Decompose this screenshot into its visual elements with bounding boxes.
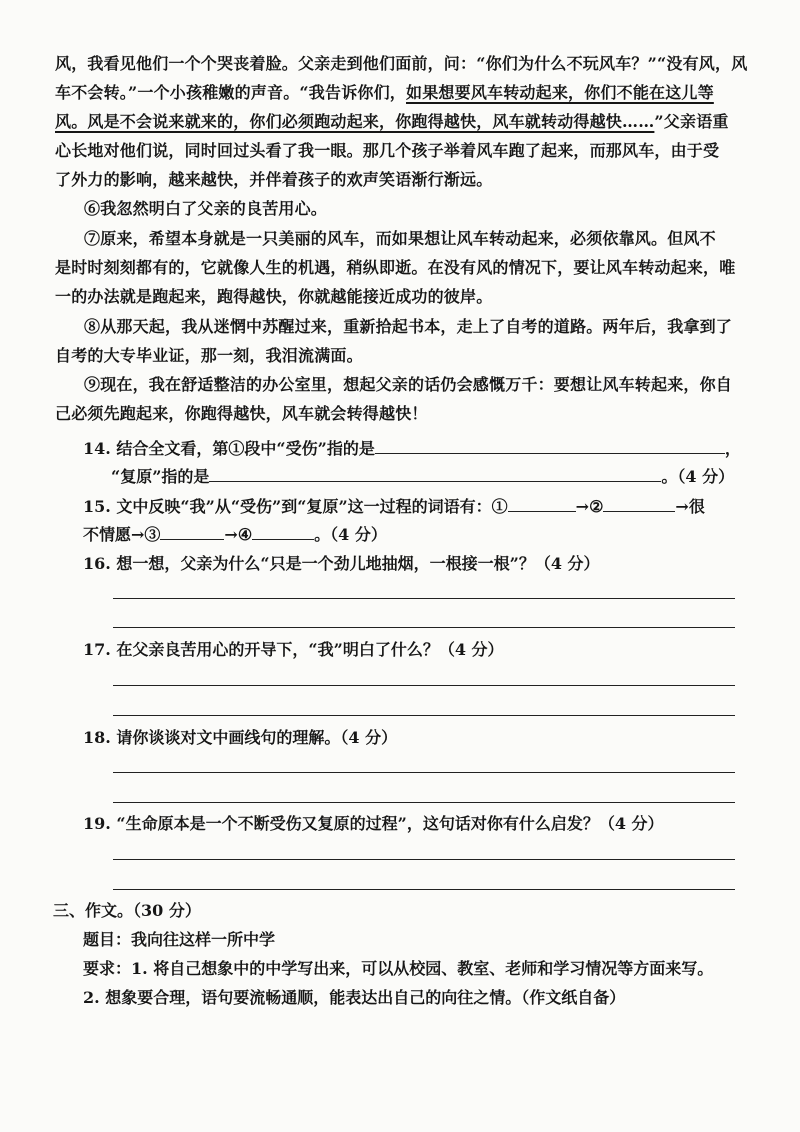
- question-15-line-2: [83, 521, 387, 547]
- composition-requirement-1: 要求：1. 将自己想象中的中学写出来，可以从校园、教室、老师和学习情况等方面来写。: [83, 959, 714, 978]
- passage-line: ⑥我忽然明白了父亲的良苦用心。: [84, 199, 328, 218]
- passage-line: ⑨现在，我在舒适整洁的办公室里，想起父亲的话仍会感慨万千：要想让风车转起来，你自: [84, 375, 733, 394]
- composition-requirement-2: 2. 想象要合理，语句要流畅通顺，能表达出自己的向往之情。（作文纸自备）: [83, 988, 626, 1007]
- answer-blank[interactable]: [375, 435, 725, 454]
- question-16: [83, 552, 600, 576]
- passage-line: [55, 107, 729, 137]
- passage-text: ”父亲语重: [654, 112, 729, 131]
- question-18: [83, 726, 397, 750]
- question-text: →②: [575, 497, 604, 516]
- question-number: 14.: [83, 439, 111, 458]
- question-number: 19.: [83, 814, 111, 833]
- question-text: “生命原本是一个不断受伤又复原的过程”，这句话对你有什么启发？（4 分）: [116, 814, 664, 833]
- answer-line[interactable]: [113, 715, 735, 716]
- question-text: 请你谈谈对文中画线句的理解。（4 分）: [116, 728, 398, 747]
- question-text: ，: [724, 439, 741, 458]
- passage-line: 自考的大专毕业证，那一刻，我泪流满面。: [55, 346, 363, 365]
- answer-line[interactable]: [113, 772, 735, 773]
- passage-text: 车不会转。”一个小孩稚嫩的声音。“我告诉你们，: [55, 83, 407, 102]
- question-text: →④: [224, 525, 253, 544]
- answer-line[interactable]: [113, 889, 735, 890]
- question-number: 15.: [83, 497, 111, 516]
- answer-blank-1[interactable]: [508, 493, 576, 512]
- underlined-sentence: 如果想要风车转动起来，你们不能在这儿等: [406, 83, 714, 102]
- question-number: 16.: [83, 554, 111, 573]
- question-number: 18.: [83, 728, 111, 747]
- answer-blank-3[interactable]: [160, 521, 224, 540]
- underlined-sentence: 风。风是不会说来就来的，你们必须跑动起来，你跑得越快，风车就转动得越快……: [55, 112, 655, 131]
- answer-blank-4[interactable]: [252, 521, 314, 540]
- question-text: 结合全文看，第①段中“受伤”指的是: [116, 439, 375, 458]
- question-17: [83, 638, 504, 662]
- answer-line[interactable]: [113, 685, 735, 686]
- question-text: 想一想，父亲为什么“只是一个劲儿地抽烟，一根接一根”？（4 分）: [116, 554, 600, 573]
- passage-line: ⑧从那天起，我从迷惘中苏醒过来，重新拾起书本，走上了自考的道路。两年后，我拿到了: [84, 317, 733, 336]
- question-15: [83, 493, 705, 519]
- passage-line: [55, 78, 714, 108]
- answer-line[interactable]: [113, 802, 735, 803]
- question-number: 17.: [83, 640, 111, 659]
- question-14: [83, 435, 741, 461]
- passage-line: 心长地对他们说，同时回过头看了我一眼。那几个孩子举着风车跑了起来，而那风车，由于受: [55, 141, 720, 160]
- passage-line: ⑦原来，希望本身就是一只美丽的风车，而如果想让风车转动起来，必须依靠风。但风不: [84, 229, 716, 248]
- composition-heading: 三、作文。（30 分）: [53, 901, 201, 920]
- composition-title: 题目：我向往这样一所中学: [83, 930, 276, 949]
- question-text: 文中反映“我”从“受伤”到“复原”这一过程的词语有：①: [116, 497, 508, 516]
- passage-line: 是时时刻刻都有的，它就像人生的机遇，稍纵即逝。在没有风的情况下，要让风车转动起来，唯: [55, 258, 736, 277]
- question-19: [83, 812, 664, 836]
- answer-line[interactable]: [113, 627, 735, 628]
- question-text: 在父亲良苦用心的开导下，“我”明白了什么？（4 分）: [116, 640, 504, 659]
- answer-line[interactable]: [113, 598, 735, 599]
- question-text: 不情愿→③: [83, 525, 161, 544]
- question-score: 。（4 分）: [661, 467, 735, 486]
- passage-line: 己必须先跑起来，你跑得越快，风车就会转得越快！: [55, 404, 428, 423]
- answer-blank[interactable]: [209, 463, 661, 482]
- answer-blank-2[interactable]: [603, 493, 675, 512]
- passage-line: 一的办法就是跑起来，跑得越快，你就越能接近成功的彼岸。: [55, 287, 493, 306]
- question-text: →很: [675, 497, 705, 516]
- answer-line[interactable]: [113, 859, 735, 860]
- question-score: 。（4 分）: [314, 525, 387, 544]
- passage-line: 风，我看见他们一个个哭丧着脸。父亲走到他们面前，问：“你们为什么不玩风车？”“没有风，风: [55, 54, 748, 73]
- question-14-line-2: [111, 463, 734, 489]
- question-text: “复原”指的是: [111, 467, 210, 486]
- passage-line: 了外力的影响，越来越快，并伴着孩子的欢声笑语渐行渐远。: [55, 170, 493, 189]
